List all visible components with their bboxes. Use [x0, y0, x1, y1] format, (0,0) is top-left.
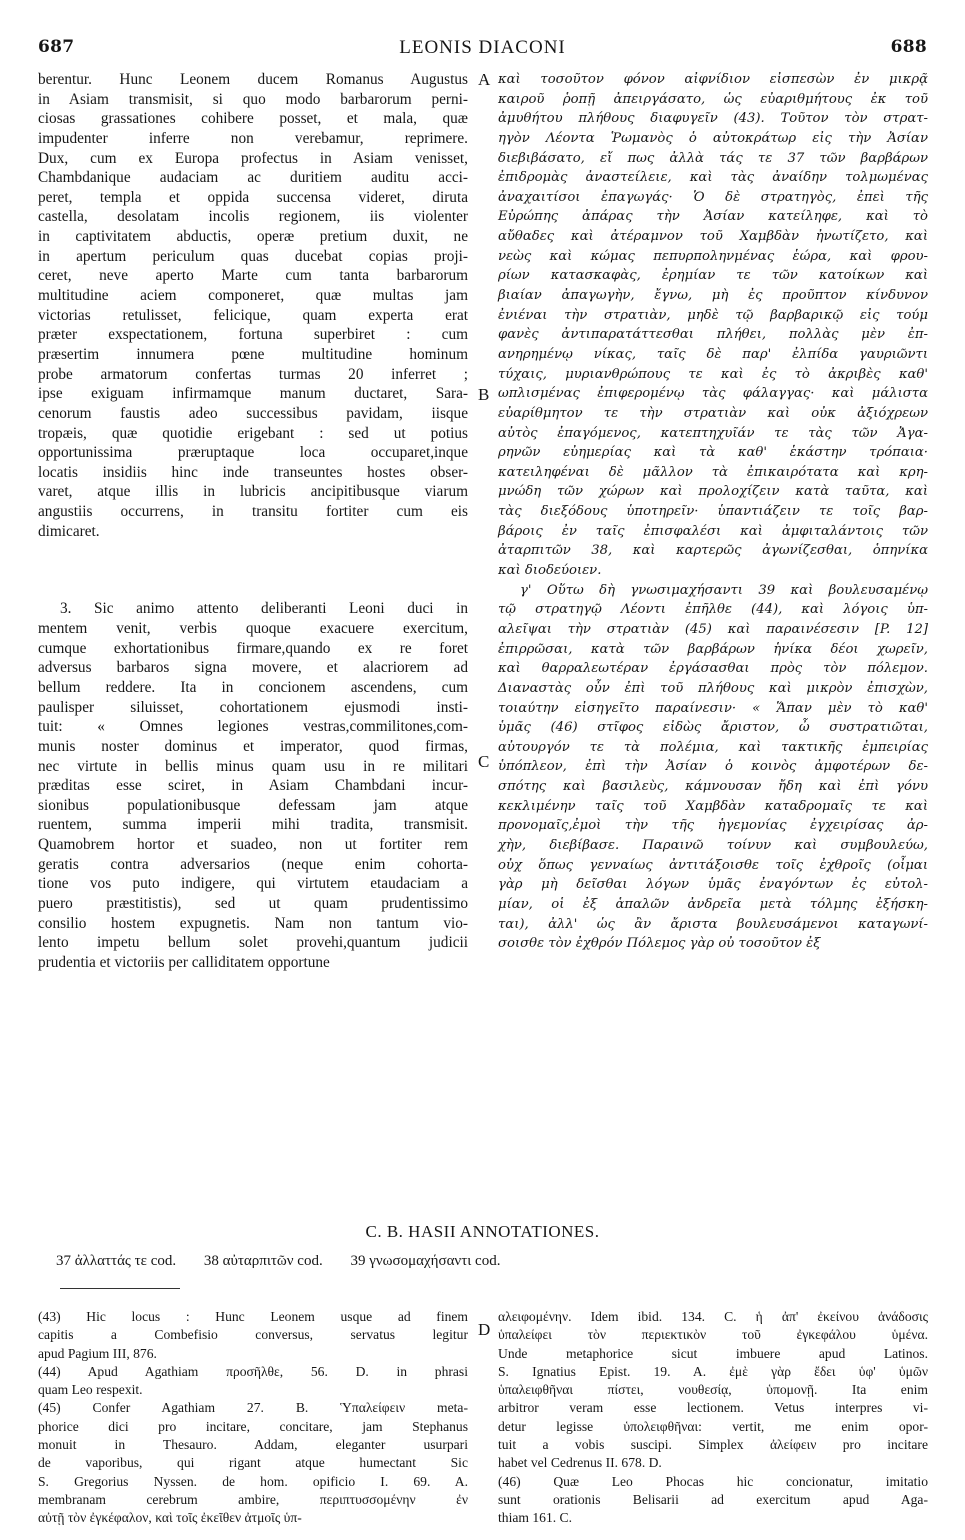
text-line: habet vel Cedrenus II. 678. D. — [498, 1455, 662, 1471]
text-line: paulisper siluisset, cohortationem ejusmodi insti- — [38, 698, 468, 716]
text-line: 3. Sic animo attento deliberanti Leoni duci in — [60, 600, 468, 618]
variant-readings — [56, 1253, 524, 1270]
variant-reading: 38 αὐταρπιτῶν cod. — [203, 1253, 323, 1269]
text-line: victorias retulisset, felicique, quam experta erat — [38, 306, 468, 324]
text-line: S. Ignatius Epist. 19. A. ἐμὲ γὰρ ἔδει ὑφ' ὑμῶν — [498, 1363, 928, 1379]
text-line: κεκλιμένην ταῖς τοῦ Χαμβδὰν καταδρομαῖς τε καὶ — [498, 798, 928, 814]
margin-letter-a: A — [478, 70, 491, 89]
text-line: χὴν, διεβίβασε. Παραινῶ τοίνυν καὶ συμβουλεύω, — [498, 837, 928, 853]
text-line: ἀναχαιτίσοι ἐπαγωγάς· Ὁ δὲ στρατηγὸς, ἐπεὶ τῆς — [498, 189, 928, 205]
text-line: καιροῦ ῥοπῇ ἀπειργάσατο, ὡς εὐαριθμήτους ἐκ τοῦ — [498, 91, 928, 107]
text-line: μνώδη τῶν χώρων καὶ προλοχίζειν κατὰ ταῦτα, καὶ — [498, 484, 928, 500]
text-line: præter exspectationem, fortuna superbiret : cum — [38, 326, 468, 344]
text-line: ἐπιρρῶσαι, κατὰ τῶν βαρβάρων ἡνίκα δέοι χωρεῖν, — [498, 641, 928, 657]
text-line: γ' Οὕτω δὴ γνωσιμαχήσαντι 39 καὶ βουλευσαμένῳ — [520, 582, 928, 598]
text-line: ipse exiguam infirmamque manum ductaret, Sara- — [38, 385, 468, 403]
text-line: adversus barbaros signa movere, et alacriorem ad — [38, 659, 468, 677]
text-line: ruentem, summa imperii mihi tradita, transmisit. — [38, 816, 468, 834]
text-line: διεβιβάσατο, εἴ πως ἀλλὰ τάς τε 37 τῶν βαρβάρων — [498, 150, 928, 166]
text-line: opportunissima præruptaque loca occuparet,inque — [38, 444, 468, 462]
text-line: geratis contra adversarios (neque enim cohorta- — [38, 855, 468, 873]
notes-right-column — [498, 1308, 928, 1528]
text-line: καὶ θαρραλεωτέραν ἐργάσασθαι πρὸς τὸν πόλεμον. — [498, 661, 928, 677]
text-line: locatis insidiis hinc inde transeuntes hostes obser- — [38, 463, 468, 481]
text-line: σοισθε τὸν ἐχθρόν Πόλεμος γὰρ οὐ τοσοῦτον ἐξ — [498, 936, 821, 952]
text-line: αὐτουργόν τε τὰ πολέμια, καὶ τακτικῆς ἐμπειρίας — [498, 739, 928, 755]
text-line: S. Gregorius Nyssen. de hom. opificio I. 69. A. — [38, 1473, 468, 1489]
text-line: angustiis occurrens, in transitu fortiter cum eis — [38, 503, 468, 521]
divider-rule — [60, 1288, 180, 1289]
text-line: εὐαρίθμητον τε τὴν στρατιὰν καὶ οὐκ ἀξιόχρεων — [498, 405, 928, 421]
text-line: peret, templa et oppida succensa videret, diruta — [38, 188, 468, 206]
margin-letter-d: D — [478, 1320, 491, 1339]
text-line: ἐνιέναι τὴν στρατιὰν, μηδὲ τῷ βαρβαρικῷ εἰς τούμ — [498, 307, 928, 323]
text-line: ωπλισμένας ἐπιφερομένῳ τὰς φάλαγγας· καὶ μάλιστα — [498, 386, 928, 402]
text-line: multitudine aciem componeret, quæ multas jam — [38, 287, 468, 305]
annotations-heading: C. B. HASII ANNOTATIONES. — [365, 1222, 600, 1241]
text-line: ρίων κατασκαφὰς, ἐρημίαν τε τῶν κατοίκων καὶ — [498, 268, 928, 284]
text-line: monuit in Thesauro. Addam, eleganter usurpari — [38, 1437, 468, 1453]
text-line: de vaporibus, qui rigant atque humectant Sic — [38, 1455, 468, 1471]
variant-reading: 39 γνωσομαχήσαντι cod. — [350, 1253, 501, 1269]
text-line: (43) Hic locus : Hunc Leonem usque ad finem — [38, 1309, 468, 1324]
text-line: in captivitatem abductis, operæ pretium duxit, ne — [38, 228, 468, 246]
text-line: in apertum periculum quas ducebat copias proji- — [38, 247, 468, 265]
text-line: προνομαῖς,ἐμοὶ τὴν τῆς ἡγεμονίας ἐγχειρίσας ἀρ- — [498, 818, 928, 834]
text-line: μίαν, οἱ ἐξ ἁπαλῶν ἀνδρεῖα μετὰ τόλμης ἐξήσκη- — [498, 896, 928, 912]
page-number-left: 687 — [38, 37, 75, 57]
text-line: τοιαύτην εἰσηγεῖτο παραίνεσιν· « Ἅπαν μὲν τὸ καθ' — [498, 700, 928, 716]
margin-letter-b: B — [478, 385, 490, 404]
text-line: αλειφομένην. Idem ibid. 134. C. ἡ ἀπ' ἐκείνου ἀνάδοσις — [498, 1309, 928, 1324]
text-line: τῷ στρατηγῷ Λέοντι ἐπῆλθε (44), καὶ λόγοις ὑπ- — [498, 602, 928, 618]
text-line: σπότης καὶ βασιλεὺς, κάμνουσαν ἤδη καὶ ἐπὶ γόνυ — [498, 779, 928, 795]
text-line: (44) Apud Agathiam προσῆλθε, 56. D. in phrasi — [38, 1363, 468, 1379]
latin-column — [38, 70, 468, 973]
latin-paragraph-1 — [38, 70, 468, 541]
text-line: apud Pagium III, 876. — [38, 1345, 157, 1361]
greek-column — [498, 70, 928, 954]
text-line: præditas esse sciret, in Asiam Chambdani incur- — [38, 777, 468, 795]
text-line: membranam cerebrum ambire, περιπτυσσομένην ἐν — [38, 1491, 468, 1507]
greek-text — [498, 70, 928, 954]
text-line: οὐχ ὅπως γενναίως ἀντιτάξοισθε τοῖς ἐχθροῖς (οἶμαι — [498, 857, 928, 873]
text-line: τὰς διεξόδους ὑποτηρεῖν· ὑπαντιάζειν τε τοῖς βαρ- — [498, 504, 928, 520]
text-line: phorice dici pro incitare, concitare, jam Stephanus — [38, 1418, 468, 1434]
text-line: (45) Confer Agathiam 27. B. Ὑπαλείφειν meta- — [38, 1400, 468, 1416]
text-line: αὐτῇ τὸν ἐγκέφαλον, καὶ τοῖς ἐκεῖθεν ἀτμοῖς ὑπ- — [38, 1510, 302, 1526]
text-line: quam Leo respexit. — [38, 1382, 143, 1398]
text-line: detur legisse ὑπολειφθῆναι: vertit, me enim opor- — [498, 1418, 928, 1434]
text-line: arbitror veram esse lectionem. Vetus interpres vi- — [498, 1400, 928, 1416]
text-line: Διαναστὰς οὖν ἐπὶ τοῦ πλήθους καὶ μικρὸν ἐπισχὼν, — [498, 680, 928, 696]
text-line: impudenter inferre non verebamur, reprimere. — [38, 129, 468, 147]
text-line: ανηρημένῳ νίκας, ταῖς δὲ παρ' ἐλπίδα γαυριῶντι — [498, 346, 928, 362]
text-line: Εὐρώπης ἀπάρας τὴν Ἀσίαν κατείληφε, καὶ τὸ — [498, 209, 928, 225]
text-line: tropæis, quæ quotidie erigebant : sed ut potius — [38, 424, 468, 442]
text-line: Quamobrem hortor et suadeo, non ut fortiter rem — [38, 836, 468, 854]
text-line: βάροις ἐν ταῖς ἐπισφαλέσι καὶ ἀμφιταλάντοις τῶν — [498, 523, 928, 539]
text-line: ceret, neve aperto Marte cum tanta barbarorum — [38, 267, 468, 285]
text-line: prudentia et victoriis per calliditatem opportune — [38, 953, 330, 971]
text-line: lento impetu bellum solet provehi,quantum judicii — [38, 934, 468, 952]
text-line: castella, desolatam incolis regionem, iis violenter — [38, 208, 468, 226]
margin-letter-c: C — [478, 752, 490, 771]
text-line: ἀταρπιτῶν 38, καὶ καρτερῶς ἀγωνίζεσθαι, ὁπηνίκα — [498, 543, 928, 559]
text-line: thiam 161. C. — [498, 1510, 573, 1526]
text-line: sionibus populationibusque defessam jam atque — [38, 796, 468, 814]
text-line: νεὼς καὶ κώμας πεπυρποληνμένας ἑώρα, καὶ φρου- — [498, 248, 928, 264]
text-line: ὑπαλείφει τὸν περιεκτικὸν τοῦ ἐγκεφάλου ὑμένα. — [498, 1327, 928, 1343]
text-line: tuit: « Omnes legiones vestras,commilitones,com- — [38, 718, 468, 736]
text-line: καὶ τοσοῦτον φόνον αἰφνίδιον εἰσπεσὼν ἐν μικρᾷ — [498, 72, 928, 87]
text-line: puero præstitistis), sed ut quam prudentissimo — [38, 894, 468, 912]
text-line: ηγὸν Λέοντα Ῥωμανὸς ὁ αὐτοκράτωρ εἰς τὴν Ἀσίαν — [498, 130, 928, 146]
text-line: φανὲς ἀντιπαρατάττεσθαι πλήθει, πολλὰς μὲν ἐπ- — [498, 327, 928, 343]
running-title: LEONIS DIACONI — [399, 37, 566, 58]
text-line: Dux, cum ex Europa profectus in Asiam venisset, — [38, 149, 468, 167]
text-line: dimicaret. — [38, 522, 100, 540]
text-line: ται), ἀλλ' ὡς ἂν ἄριστα βουλευσάμενοι καταγωνί- — [498, 916, 928, 932]
paragraph-gap — [38, 541, 468, 599]
text-line: tuit a vobis suscipi. Simplex ἀλείφειν pro incitare — [498, 1437, 928, 1453]
text-line: αλεῖψαι τὴν στρατιὰν (45) καὶ παραινέσεσιν [P. 12] — [498, 621, 928, 637]
text-line: cumque exhortationibus firmare,quando ex re foret — [38, 639, 468, 657]
variant-reading: 37 ἀλλαττάς τε cod. — [56, 1253, 177, 1269]
text-line: berentur. Hunc Leonem ducem Romanus Augustus — [38, 71, 468, 88]
text-line: ἐπιδρομὰς ἀναστείλειε, καὶ τὰς ἀναίδην τολμωμένας — [498, 170, 928, 186]
text-line: ὑπόπλεον, ἐπὶ τὴν Ἀσίαν ὁ κοινὸς ἀμφοτέρων δε- — [498, 759, 928, 775]
text-line: mentem venit, verbis quoque exacuere exercitum, — [38, 620, 468, 638]
text-line: in Asiam transmisit, si quo modo barbarorum perni- — [38, 90, 468, 108]
text-line: Unde metaphorice sicut imbuere apud Latinos. — [498, 1345, 928, 1361]
text-line: Chambdanique audaciam ac duritiem auditu acci- — [38, 169, 468, 187]
text-line: munis noster dominus et imperator, quod firmas, — [38, 737, 468, 755]
text-line: ὑμᾶς (46) στῖφος εἰδὼς ἄριστον, ὦ συστρατιῶται, — [498, 720, 928, 736]
text-line: τύχαις, μυριανθρώπους τε καὶ ἐς τὸ ἀκριβὲς καθ' — [498, 366, 928, 382]
text-line: αὔθαδες καὶ ἀτέραμνον τοῦ Χαμβδὰν ἠνωτίζετο, καὶ — [498, 229, 928, 245]
text-line: varet, atque illis in lubricis ancipitibusque viarum — [38, 483, 468, 501]
text-line: cenorum faustis adeo successibus pavidam, iisque — [38, 404, 468, 422]
text-line: (46) Quæ Leo Phocas hic concionatur, imitatio — [498, 1473, 928, 1489]
text-line: καὶ διοδεύοιεν. — [498, 563, 602, 579]
text-line: βιαίαν ἀπαγωγὴν, ἔγνω, μὴ ἐς προῦπτον κίνδυνον — [498, 288, 928, 304]
text-line: ὑπαλειφθῆναι πίστει, νουθεσίᾳ, ὑπομονῇ. Ita enim — [498, 1382, 928, 1398]
text-line: tione vos puto indigere, qui virtutem etaudaciam a — [38, 875, 468, 893]
text-line: ἀμυθήτου πλήθους διαφυγεῖν (43). Τοῦτον τὸν στρατ- — [498, 111, 928, 127]
text-line: ciosas grassationes cohibere posset, et mala, quæ — [38, 110, 468, 128]
text-line: probe armatorum confertas turmas 20 inferret ; — [38, 365, 468, 383]
text-line: nec virtute in bellis minus quam usu in re militari — [38, 757, 468, 775]
text-line: sunt orationis Belisarii ad exercitum apud Aga- — [498, 1491, 928, 1507]
text-line: αὐτὸς ἐπαγόμενος, κατεπτηχυῖάν τε τὰς τῶν Ἀγα- — [498, 425, 928, 441]
text-line: κατειληφέναι δὲ μᾶλλον τὰ ἐπικαιρότατα καὶ κρη- — [498, 464, 928, 480]
page-number-right: 688 — [890, 37, 927, 57]
text-line: præsertim innumera pœne multitudine hominum — [38, 345, 468, 363]
text-line: bellum reddere. Ita in concionem ascendens, cum — [38, 678, 468, 696]
text-line: consilio hostem expugnetis. Nam non tantum vio- — [38, 914, 468, 932]
text-line: capitis a Combefisio conversus, servatus legitur — [38, 1327, 468, 1343]
text-line: ρηνῶν εὐημερίας καὶ τὰ καθ' ἑκάστην τρόπαια· — [498, 445, 928, 461]
latin-paragraph-2 — [38, 599, 468, 972]
notes-left-column — [38, 1308, 468, 1528]
text-line: γὰρ μὴ δεῖσθαι λόγων ὑμᾶς ἐναγόντων ἐς εὐτολ- — [498, 877, 928, 893]
